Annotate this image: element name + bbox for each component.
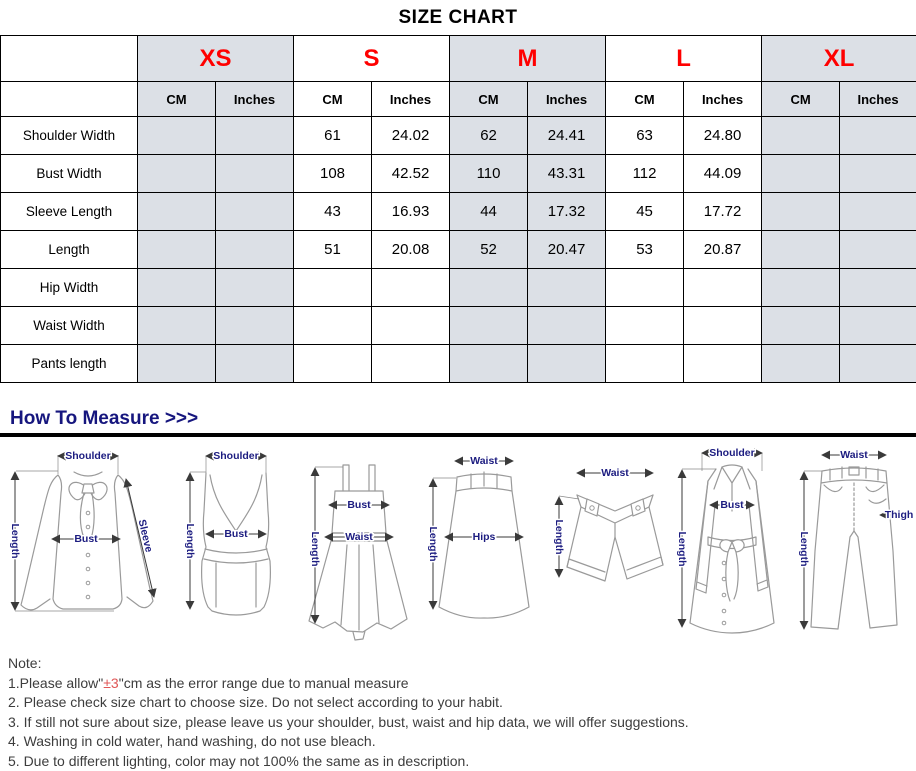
size-cell: 24.02 [372, 117, 450, 155]
size-cell: 61 [294, 117, 372, 155]
bust-dim-label: Bust [721, 499, 745, 511]
size-cell [294, 269, 372, 307]
size-header-l: L [606, 36, 762, 82]
size-cell: 20.87 [684, 231, 762, 269]
size-cell [450, 307, 528, 345]
figure-vneck-top [176, 441, 296, 641]
size-header-s: S [294, 36, 450, 82]
size-cell [216, 117, 294, 155]
size-cell [294, 307, 372, 345]
size-cell [606, 307, 684, 345]
table-row [1, 269, 916, 307]
size-cell [684, 307, 762, 345]
size-cell [216, 155, 294, 193]
row-label: Length [1, 231, 138, 269]
thigh-dim-label: Thigh [885, 509, 914, 521]
size-cell: 53 [606, 231, 684, 269]
size-header-m: M [450, 36, 606, 82]
table-row [1, 117, 916, 155]
unit-header-cm: CM [138, 82, 216, 117]
waist-dim-label: Waist [601, 467, 629, 479]
size-chart-table [0, 35, 916, 383]
size-cell [138, 345, 216, 383]
size-cell [762, 345, 840, 383]
figure-pants [796, 441, 914, 641]
corner-cell [1, 36, 138, 82]
corner-cell [1, 82, 138, 117]
unit-header-inches: Inches [840, 82, 916, 117]
notes-section [8, 654, 916, 771]
size-cell [684, 269, 762, 307]
size-cell [216, 307, 294, 345]
size-cell [138, 269, 216, 307]
waist-dim-label: Waist [840, 449, 868, 461]
size-cell: 44.09 [684, 155, 762, 193]
row-label: Waist Width [1, 307, 138, 345]
size-cell: 43 [294, 193, 372, 231]
note-line-5: 5. Due to different lighting, color may not 100% the same as in description. [8, 752, 916, 771]
note-line-2: 2. Please check size chart to choose size. Do not select according to your habit. [8, 693, 916, 713]
row-label: Sleeve Length [1, 193, 138, 231]
size-cell [684, 345, 762, 383]
hips-dim-label: Hips [473, 531, 496, 543]
table-row [1, 155, 916, 193]
size-cell [762, 269, 840, 307]
size-cell [528, 307, 606, 345]
how-to-measure-heading: How To Measure >>> [10, 408, 916, 430]
size-cell: 44 [450, 193, 528, 231]
size-cell: 17.72 [684, 193, 762, 231]
size-cell [450, 269, 528, 307]
size-cell: 24.41 [528, 117, 606, 155]
size-cell [138, 117, 216, 155]
figure-strap-dress [297, 441, 421, 641]
size-cell [762, 307, 840, 345]
note-1-suffix: "cm as the error range due to manual measure [119, 675, 409, 691]
size-cell: 63 [606, 117, 684, 155]
size-cell [138, 155, 216, 193]
size-cell: 20.08 [372, 231, 450, 269]
length-dim-label: Length [798, 532, 810, 567]
unit-header-inches: Inches [216, 82, 294, 117]
size-cell [840, 345, 916, 383]
size-cell: 110 [450, 155, 528, 193]
note-line-3: 3. If still not sure about size, please leave us your shoulder, bust, waist and hip data, we will offer suggestions. [8, 713, 916, 733]
size-cell [840, 193, 916, 231]
length-dim-label: Length [310, 532, 322, 567]
size-cell [216, 345, 294, 383]
bust-dim-label: Bust [224, 528, 248, 540]
page-title: SIZE CHART [0, 0, 916, 35]
size-cell [216, 231, 294, 269]
size-cell: 20.47 [528, 231, 606, 269]
unit-header-cm: CM [606, 82, 684, 117]
size-cell [762, 155, 840, 193]
table-row [1, 193, 916, 231]
size-cell [762, 117, 840, 155]
unit-header-inches: Inches [372, 82, 450, 117]
size-cell: 42.52 [372, 155, 450, 193]
shoulder-dim-label: Shoulder [710, 447, 756, 459]
size-cell [840, 231, 916, 269]
note-1-prefix: 1.Please allow" [8, 675, 103, 691]
size-cell [138, 307, 216, 345]
length-dim-label: Length [427, 527, 439, 562]
size-cell: 112 [606, 155, 684, 193]
size-header-xl: XL [762, 36, 916, 82]
row-label: Hip Width [1, 269, 138, 307]
shoulder-dim-label: Shoulder [213, 450, 259, 462]
note-1-tolerance: ±3 [103, 675, 118, 691]
length-dim-label: Length [184, 524, 196, 559]
size-cell [138, 231, 216, 269]
size-cell: 17.32 [528, 193, 606, 231]
bust-dim-label: Bust [348, 499, 372, 511]
size-cell [216, 193, 294, 231]
figure-shorts [543, 441, 669, 641]
notes-title: Note: [8, 654, 916, 674]
size-cell [294, 345, 372, 383]
unit-header-row [1, 82, 916, 117]
size-cell: 52 [450, 231, 528, 269]
size-cell [840, 117, 916, 155]
size-cell: 16.93 [372, 193, 450, 231]
figure-skirt [423, 441, 541, 641]
row-label: Pants length [1, 345, 138, 383]
size-cell [372, 269, 450, 307]
size-cell [840, 307, 916, 345]
size-header-row [1, 36, 916, 82]
measure-figures [0, 437, 916, 645]
sleeve-dim-label: Sleeve [136, 518, 155, 553]
figure-coat [670, 441, 794, 641]
size-cell: 43.31 [528, 155, 606, 193]
size-cell [216, 269, 294, 307]
bust-dim-label: Bust [74, 533, 98, 545]
size-cell: 45 [606, 193, 684, 231]
size-cell [372, 307, 450, 345]
table-row [1, 345, 916, 383]
size-cell: 51 [294, 231, 372, 269]
size-cell [528, 269, 606, 307]
row-label: Bust Width [1, 155, 138, 193]
waist-dim-label: Waist [346, 531, 374, 543]
unit-header-cm: CM [762, 82, 840, 117]
row-label: Shoulder Width [1, 117, 138, 155]
size-cell [528, 345, 606, 383]
size-cell [840, 155, 916, 193]
size-cell [840, 269, 916, 307]
size-cell: 24.80 [684, 117, 762, 155]
size-cell: 62 [450, 117, 528, 155]
length-dim-label: Length [9, 524, 21, 559]
size-header-xs: XS [138, 36, 294, 82]
unit-header-inches: Inches [684, 82, 762, 117]
unit-header-cm: CM [294, 82, 372, 117]
length-dim-label: Length [677, 532, 689, 567]
shoulder-dim-label: Shoulder [65, 450, 111, 462]
unit-header-inches: Inches [528, 82, 606, 117]
size-cell [762, 231, 840, 269]
unit-header-cm: CM [450, 82, 528, 117]
size-cell: 108 [294, 155, 372, 193]
waist-dim-label: Waist [470, 455, 498, 467]
figure-blouse [2, 441, 174, 641]
table-row [1, 307, 916, 345]
length-dim-label: Length [553, 520, 565, 555]
size-cell [606, 345, 684, 383]
note-line-1 [8, 674, 916, 694]
table-row [1, 231, 916, 269]
size-cell [138, 193, 216, 231]
size-cell [606, 269, 684, 307]
size-cell [450, 345, 528, 383]
note-line-4: 4. Washing in cold water, hand washing, do not use bleach. [8, 732, 916, 752]
size-cell [762, 193, 840, 231]
size-cell [372, 345, 450, 383]
